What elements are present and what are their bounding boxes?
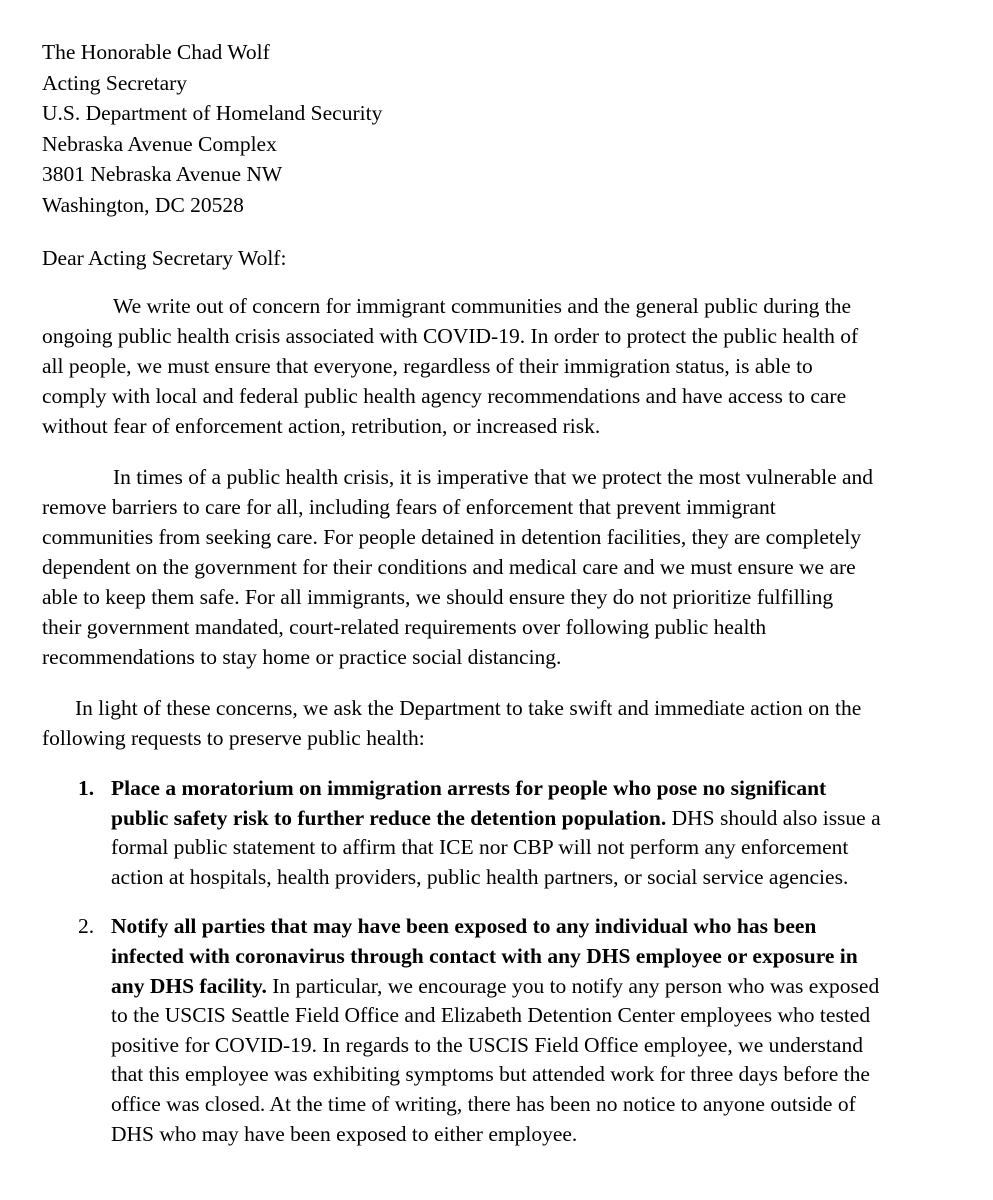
request-body-line: that this employee was exhibiting symptoms but attended work for three days before the: [111, 1062, 870, 1087]
salutation: Dear Acting Secretary Wolf:: [42, 246, 287, 270]
paragraph-line: comply with local and federal public health agency recommendations and have access to care: [42, 384, 847, 408]
request-body-text: In particular, we encourage you to notify any person who was exposed: [266, 973, 880, 998]
paragraph-line: without fear of enforcement action, retribution, or increased risk.: [42, 414, 601, 438]
request-item-2: [42, 912, 942, 1149]
paragraph-intro: [42, 291, 942, 441]
paragraph-line: their government mandated, court-related requirements over following public health: [42, 615, 767, 639]
recipient-name: The Honorable Chad Wolf: [42, 40, 270, 64]
request-item-1: [42, 774, 942, 892]
letter-page: [42, 37, 942, 1149]
request-number: 1.: [78, 776, 95, 800]
recipient-title: Acting Secretary: [42, 70, 188, 95]
request-body-line: positive for COVID-19. In regards to the USCIS Field Office employee, we understand: [111, 1032, 863, 1057]
paragraph-crisis: [42, 462, 942, 672]
request-body-line: DHS who may have been exposed to either employee.: [111, 1121, 578, 1146]
recipient-address-block: [42, 37, 942, 220]
paragraph-line: communities from seeking care. For people detained in detention facilities, they are completely: [42, 525, 862, 549]
paragraph-line: following requests to preserve public health:: [42, 726, 425, 750]
request-body-line: office was closed. At the time of writing, there has been no notice to anyone outside of: [111, 1091, 856, 1116]
request-body-text: DHS should also issue a: [666, 805, 881, 830]
paragraph-line: In light of these concerns, we ask the Department to take swift and immediate action on the: [75, 696, 862, 720]
recipient-building: Nebraska Avenue Complex: [42, 131, 277, 156]
paragraph-line: all people, we must ensure that everyone, regardless of their immigration status, is able to: [42, 354, 813, 378]
request-heading-line: public safety risk to further reduce the detention population.: [111, 805, 667, 830]
paragraph-line: ongoing public health crisis associated with COVID-19. In order to protect the public health of: [42, 324, 859, 348]
paragraph-line: remove barriers to care for all, including fears of enforcement that prevent immigrant: [42, 495, 776, 519]
paragraph-line: We write out of concern for immigrant communities and the general public during the: [113, 294, 852, 318]
request-body-line: to the USCIS Seattle Field Office and Elizabeth Detention Center employees who tested: [111, 1003, 871, 1028]
request-heading-line: Place a moratorium on immigration arrests for people who pose no significant: [111, 776, 827, 800]
paragraph-line: In times of a public health crisis, it is imperative that we protect the most vulnerable and: [113, 465, 874, 489]
request-heading-line: infected with coronavirus through contact with any DHS employee or exposure in: [111, 943, 858, 968]
request-heading-line: Notify all parties that may have been exposed to any individual who has been: [111, 914, 817, 939]
request-heading-line: any DHS facility.: [111, 973, 267, 998]
request-body-line: action at hospitals, health providers, public health partners, or social service agencies.: [111, 864, 849, 889]
paragraph-line: recommendations to stay home or practice social distancing.: [42, 645, 562, 669]
paragraph-line: able to keep them safe. For all immigrants, we should ensure they do not prioritize fulfilling: [42, 585, 834, 609]
paragraph-requests-intro: [42, 693, 942, 753]
recipient-department: U.S. Department of Homeland Security: [42, 101, 383, 125]
requests-list: [42, 774, 942, 1149]
paragraph-line: dependent on the government for their conditions and medical care and we must ensure we are: [42, 555, 856, 579]
request-number: 2.: [78, 914, 95, 939]
request-body-line: formal public statement to affirm that ICE nor CBP will not perform any enforcement: [111, 835, 849, 860]
recipient-city: Washington, DC 20528: [42, 192, 244, 217]
recipient-street: 3801 Nebraska Avenue NW: [42, 162, 283, 186]
